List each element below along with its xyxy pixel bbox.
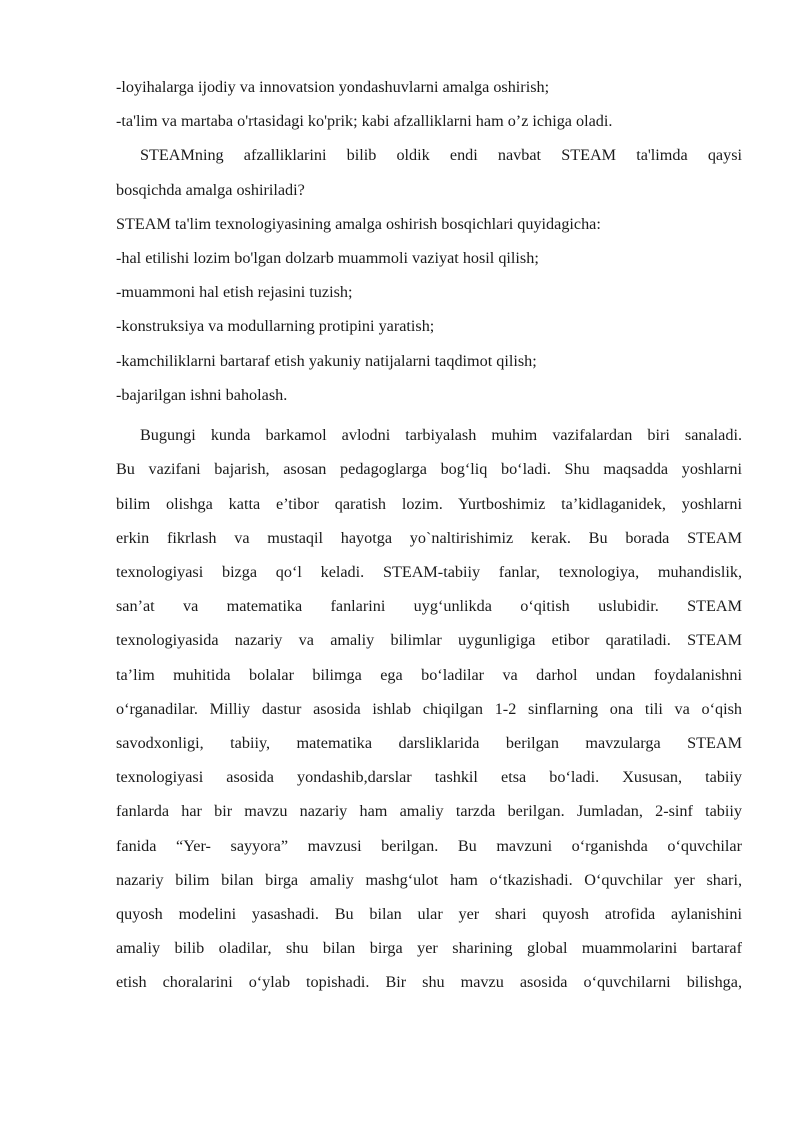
list-item: -bajarilgan ishni baholash. [116,385,288,404]
paragraph-line: Bu vazifani bajarish, asosan pedagoglarga bog‘liq bo‘ladi. Shu maqsadda yoshlarni [116,460,742,479]
list-item: -konstruksiya va modullarning protipini yaratish; [116,317,435,336]
paragraph-line: fanlarda har bir mavzu nazariy ham amaliy tarzda berilgan. Jumladan, 2-sinf tabiiy [116,802,742,821]
paragraph-line: nazariy bilim bilan birga amaliy mashg‘ulot ham o‘tkazishadi. O‘quvchilar yer shari, [116,870,742,889]
paragraph-line: bosqichda amalga oshiriladi? [116,180,305,199]
paragraph-line: Bugungi kunda barkamol avlodni tarbiyalash muhim vazifalardan biri sanaladi. [140,426,742,445]
paragraph-line: bilim olishga katta e’tibor qaratish lozim. Yurtboshimiz ta’kidlaganidek, yoshlarni [116,494,742,513]
paragraph-line: fanida “Yer- sayyora” mavzusi berilgan. Bu mavzuni o‘rganishda o‘quvchilar [116,836,742,855]
document-body [116,70,742,999]
list-item: -hal etilishi lozim bo'lgan dolzarb muammoli vaziyat hosil qilish; [116,248,539,267]
list-item: -muammoni hal etish rejasini tuzish; [116,283,353,302]
stages-intro: STEAM ta'lim texnologiyasining amalga oshirish bosqichlari quyidagicha: [116,214,601,233]
paragraph-line: texnologiyasida nazariy va amaliy bilimlar uygunligiga etibor qaratiladi. STEAM [116,631,742,650]
paragraph-line: etish choralarini o‘ylab topishadi. Bir shu mavzu asosida o‘quvchilarni bilishga, [116,973,742,992]
list-item: -ta'lim va martaba o'rtasidagi ko'prik; kabi afzalliklarni ham o’z ichiga oladi. [116,112,613,131]
list-item: -kamchiliklarni bartaraf etish yakuniy natijalarni taqdimot qilish; [116,351,537,370]
paragraph-line: quyosh modelini yasashadi. Bu bilan ular yer shari quyosh atrofida aylanishini [116,904,742,923]
paragraph-line: erkin fikrlash va mustaqil hayotga yo`naltirishimiz kerak. Bu borada STEAM [116,528,742,547]
paragraph-line: o‘rganadilar. Milliy dastur asosida ishlab chiqilgan 1-2 sinflarning ona tili va o‘qish [116,699,742,718]
paragraph-line: amaliy bilib oladilar, shu bilan birga yer sharining global muammolarini bartaraf [116,939,742,958]
list-item: -loyihalarga ijodiy va innovatsion yondashuvlarni amalga oshirish; [116,78,550,96]
paragraph-line: texnologiyasi bizga qo‘l keladi. STEAM-tabiiy fanlar, texnologiya, muhandislik, [116,563,742,582]
paragraph-line: texnologiyasi asosida yondashib,darslar tashkil etsa bo‘ladi. Xususan, tabiiy [116,768,742,787]
paragraph-line: san’at va matematika fanlarini uyg‘unlikda o‘qitish uslubidir. STEAM [116,597,742,616]
paragraph-line: ta’lim muhitida bolalar bilimga ega bo‘ladilar va darhol undan foydalanishni [116,665,742,684]
paragraph-line: savodxonligi, tabiiy, matematika darsliklarida berilgan mavzularga STEAM [116,733,742,752]
paragraph-line: STEAMning afzalliklarini bilib oldik endi navbat STEAM ta'limda qaysi [140,146,742,165]
